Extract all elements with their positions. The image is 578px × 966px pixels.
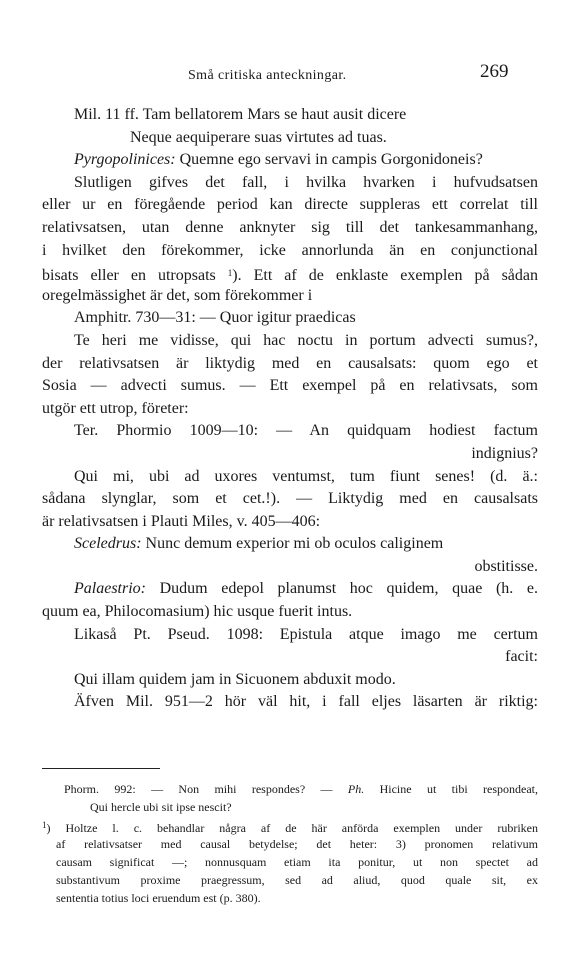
line-text: Qui illam quidem jam in Sicuonem abduxit modo. bbox=[74, 670, 396, 688]
text-line bbox=[42, 262, 538, 285]
footnote-line bbox=[42, 889, 538, 907]
text-line bbox=[42, 240, 538, 263]
text-line bbox=[42, 330, 538, 353]
line-text: der relativsatsen är liktydig med en causalsats: quom ego et bbox=[42, 354, 538, 372]
line-text: Slutligen gifves det fall, i hvilka hvarken i hufvudsatsen bbox=[74, 173, 538, 191]
text-line bbox=[42, 646, 538, 669]
text-line bbox=[42, 307, 538, 330]
text-line bbox=[42, 194, 538, 217]
line-text: facit: bbox=[505, 648, 538, 666]
line-text: ). Ett af de enklaste exemplen på sådan bbox=[232, 267, 539, 285]
line-text: Phorm. 992: — Non mihi respondes? — bbox=[64, 782, 348, 796]
text-line bbox=[42, 533, 538, 556]
text-line bbox=[42, 556, 538, 579]
line-text: i hvilket den förekommer, icke annorlunda än en conjunctional bbox=[42, 241, 538, 259]
line-text: Te heri me vidisse, qui hac noctu in portum advecti sumus?, bbox=[74, 331, 538, 349]
main-text bbox=[42, 104, 538, 714]
line-text: Mil. 11 ff. Tam bellatorem Mars se haut ausit dicere bbox=[74, 106, 407, 123]
line-text: Neque aequiperare suas virtutes ad tuas. bbox=[130, 128, 387, 146]
text-line bbox=[42, 601, 538, 624]
line-text: sådana slynglar, som et cet.!). — Liktydig med en causalsats bbox=[42, 490, 538, 508]
text-line bbox=[42, 691, 538, 714]
speaker-name: Ph. bbox=[347, 782, 365, 796]
line-text: af relativsatser med causal betydelse; det heter: 3) pronomen relativum bbox=[56, 836, 538, 851]
text-line bbox=[42, 285, 538, 308]
line-text: Dudum edepol planumst hoc quidem, quae (h. e. bbox=[146, 580, 538, 598]
footnote-rule bbox=[42, 768, 160, 769]
line-text: eller ur en föregående period kan directe suppleras ett correlat till bbox=[42, 196, 538, 214]
line-text: Quemne ego servavi in campis Gorgonidoneis? bbox=[175, 151, 483, 169]
running-header bbox=[0, 60, 578, 90]
line-text: obstitisse. bbox=[474, 557, 538, 575]
line-text: indignius? bbox=[471, 444, 538, 462]
line-text: Amphitr. 730—31: — Quor igitur praedicas bbox=[74, 309, 356, 327]
text-line bbox=[42, 669, 538, 692]
page-number: 269 bbox=[480, 61, 509, 82]
text-line bbox=[42, 353, 538, 376]
text-line bbox=[42, 149, 538, 172]
text-line bbox=[42, 127, 538, 150]
text-line bbox=[42, 398, 538, 421]
text-line bbox=[42, 104, 538, 127]
line-text: Qui mi, ubi ad uxores ventumst, tum fiunt senes! (d. ä.: bbox=[74, 467, 538, 485]
footnote-marker: 1 bbox=[227, 268, 233, 279]
speaker-name: Palaestrio: bbox=[74, 580, 146, 598]
line-text: Äfven Mil. 951—2 hör väl hit, i fall eljes läsarten är riktig: bbox=[74, 693, 538, 711]
text-line bbox=[42, 217, 538, 240]
line-text: Sosia — advecti sumus. — Ett exempel på en relativsats, som bbox=[42, 377, 538, 395]
text-line bbox=[42, 624, 538, 647]
line-text: causam significat —; nonnusquam etiam ita ponitur, ut non spectet ad bbox=[56, 854, 538, 869]
text-line bbox=[42, 488, 538, 511]
text-line bbox=[42, 466, 538, 489]
footnote-line bbox=[42, 853, 538, 871]
line-text: substantivum proxime praegressum, sed ad aliud, quod quale sit, ex bbox=[56, 872, 538, 887]
line-text: Nunc demum experior mi ob oculos caliginem bbox=[141, 535, 444, 553]
footnotes bbox=[42, 780, 538, 907]
text-line bbox=[42, 375, 538, 398]
line-text: relativsatsen, utan denne anknyter sig till det tankesammanhang, bbox=[42, 218, 538, 236]
footnote-marker: 1 bbox=[42, 820, 47, 831]
text-line bbox=[42, 420, 538, 443]
footnote-line bbox=[42, 835, 538, 853]
running-title: Små critiska anteckningar. bbox=[188, 68, 347, 83]
footnote-line bbox=[42, 780, 538, 798]
speaker-name: Sceledrus: bbox=[74, 535, 142, 553]
line-text: bisats eller en utropsats bbox=[42, 267, 228, 285]
footnote-line bbox=[42, 816, 538, 834]
line-text: Likaså Pt. Pseud. 1098: Epistula atque imago me certum bbox=[74, 625, 538, 643]
text-line bbox=[42, 172, 538, 195]
line-text: är relativsatsen i Plauti Miles, v. 405—406: bbox=[42, 512, 321, 530]
line-text: sententia totius loci eruendum est (p. 380). bbox=[56, 891, 261, 906]
line-text: utgör ett utrop, företer: bbox=[42, 399, 189, 417]
footnote-line bbox=[42, 798, 538, 816]
line-text: Qui hercle ubi sit ipse nescit? bbox=[90, 800, 232, 815]
line-text: quum ea, Philocomasium) hic usque fuerit intus. bbox=[42, 603, 353, 621]
line-text: oregelmässighet är det, som förekommer i bbox=[42, 286, 313, 304]
text-line bbox=[42, 443, 538, 466]
line-text: Ter. Phormio 1009—10: — An quidquam hodiest factum bbox=[74, 422, 538, 440]
line-text: ) Holtze l. c. behandlar några af de här anförda exemplen under rubriken bbox=[46, 821, 538, 836]
speaker-name: Pyrgopolinices: bbox=[74, 151, 176, 169]
footnote-line bbox=[42, 871, 538, 889]
text-line bbox=[42, 511, 538, 534]
line-text: Hicine ut tibi respondeat, bbox=[364, 782, 538, 796]
text-line bbox=[42, 578, 538, 601]
